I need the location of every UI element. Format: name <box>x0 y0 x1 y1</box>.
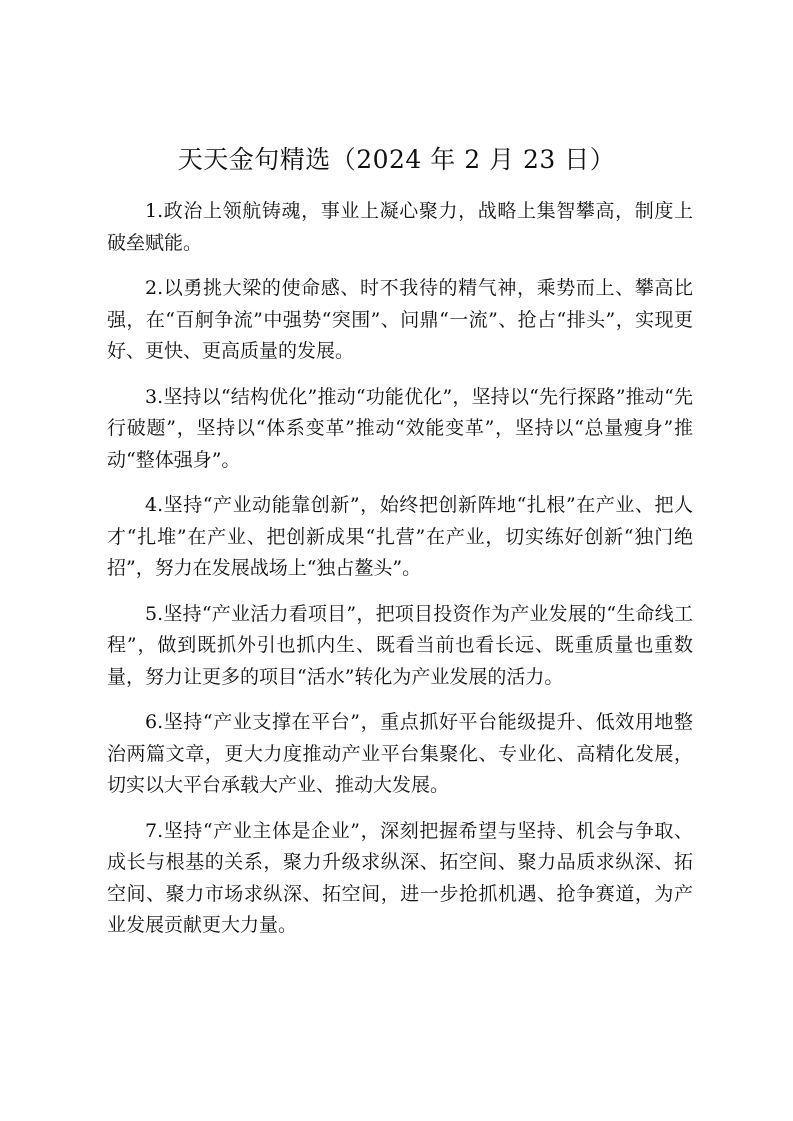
paragraph-7: 7.坚持“产业主体是企业”，深刻把握希望与坚持、机会与争取、成长与根基的关系，聚力升级求纵深、拓空间、聚力品质求纵深、拓空间、聚力市场求纵深、拓空间，进一步抢抓机遇、抢争赛道，为产业发展贡献更大力量。 <box>107 819 693 936</box>
paragraph-1: 1.政治上领航铸魂，事业上凝心聚力，战略上集智攀高，制度上破垒赋能。 <box>107 200 693 254</box>
paragraph-6: 6.坚持“产业支撑在平台”，重点抓好平台能级提升、低效用地整治两篇文章，更大力度推动产业平台集聚化、专业化、高精化发展，切实以大平台承载大产业、推动大发展。 <box>107 711 693 796</box>
paragraph-3: 3.坚持以“结构优化”推动“功能优化”，坚持以“先行探路”推动“先行破题”，坚持以“体系变革”推动“效能变革”，坚持以“总量瘦身”推动“整体强身”。 <box>107 385 693 471</box>
paragraph-2: 2.以勇挑大梁的使命感、时不我待的精气神，乘势而上、攀高比强，在“百舸争流”中强势“突围”、问鼎“一流”、抢占“排头”，实现更好、更快、更高质量的发展。 <box>107 277 693 362</box>
document-title: 天天金句精选（2024 年 2 月 23 日） <box>177 145 616 174</box>
paragraph-4: 4.坚持“产业动能靠创新”，始终把创新阵地“扎根”在产业、把人才“扎堆”在产业、把创新成果“扎营”在产业，切实练好创新“独门绝招”，努力在发展战场上“独占鳌头”。 <box>107 494 693 579</box>
paragraph-5: 5.坚持“产业活力看项目”，把项目投资作为产业发展的“生命线工程”，做到既抓外引也抓内生、既看当前也看长远、既重质量也重数量，努力让更多的项目“活水”转化为产业发展的活力。 <box>107 602 693 688</box>
document-body <box>107 196 693 956</box>
